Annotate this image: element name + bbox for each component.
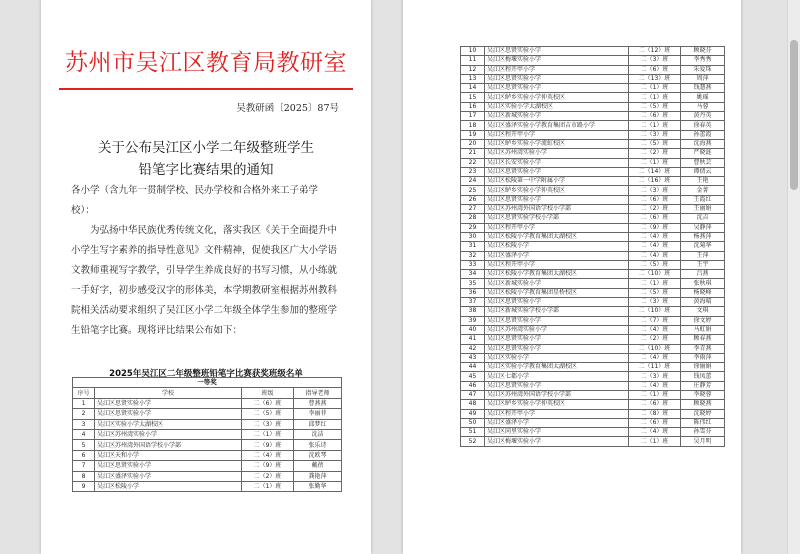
cell-class: 二（1）班 bbox=[242, 481, 294, 491]
cell-school: 吴江区盛泽实验小学 bbox=[95, 471, 242, 481]
cell-seq: 41 bbox=[461, 335, 485, 344]
cell-school: 吴江区思贤实验小学 bbox=[485, 74, 629, 83]
cell-teacher: 顾春燕 bbox=[681, 335, 725, 344]
table-header-row bbox=[73, 388, 342, 398]
cell-seq: 15 bbox=[461, 93, 485, 102]
red-divider-line bbox=[59, 88, 353, 90]
cell-teacher: 曹秋芸 bbox=[681, 158, 725, 167]
cell-class: 二（4）班 bbox=[629, 242, 681, 251]
cell-teacher: 文琪 bbox=[681, 307, 725, 316]
cell-teacher: 李秀秀 bbox=[681, 56, 725, 65]
cell-school: 吴江区新城实验学校小学部 bbox=[485, 307, 629, 316]
cell-class: 二（6）班 bbox=[629, 112, 681, 121]
cell-seq: 9 bbox=[73, 481, 95, 491]
cell-class: 二（3）班 bbox=[629, 56, 681, 65]
cell-school: 吴江区苏州湾外国语学校小学部 bbox=[485, 390, 629, 399]
cell-class: 二（3）班 bbox=[629, 130, 681, 139]
cell-seq: 5 bbox=[73, 440, 95, 450]
table-row bbox=[73, 409, 342, 419]
cell-school: 吴江区鲈乡实验小学仲英校区 bbox=[485, 186, 629, 195]
cell-teacher: 顾晓芬 bbox=[681, 47, 725, 56]
cell-teacher: 李雨萍 bbox=[681, 353, 725, 362]
cell-class: 二（5）班 bbox=[629, 288, 681, 297]
cell-class: 二（6）班 bbox=[629, 195, 681, 204]
cell-school: 吴江区实验小学教育集团太湖校区 bbox=[485, 363, 629, 372]
cell-school: 吴江区苏州湾外国语学校小学部 bbox=[485, 205, 629, 214]
cell-seq: 38 bbox=[461, 307, 485, 316]
cell-school: 吴江区思贤实验小学 bbox=[95, 461, 242, 471]
cell-seq: 37 bbox=[461, 298, 485, 307]
cell-school: 吴江区松陵小学 bbox=[485, 242, 629, 251]
table-row bbox=[461, 149, 725, 158]
cell-teacher: 张秋琪 bbox=[681, 279, 725, 288]
document-page-1 bbox=[41, 0, 371, 554]
cell-teacher: 沈欧琴 bbox=[294, 450, 342, 460]
cell-school: 吴江区松陵小学 bbox=[95, 481, 242, 491]
cell-seq: 47 bbox=[461, 390, 485, 399]
cell-seq: 51 bbox=[461, 428, 485, 437]
cell-seq: 22 bbox=[461, 158, 485, 167]
award-list-title: 2025年吴江区二年级整班铅笔字比赛获奖班级名单 bbox=[109, 369, 303, 379]
cell-seq: 33 bbox=[461, 260, 485, 269]
cell-seq: 45 bbox=[461, 372, 485, 381]
cell-class: 二（2）班 bbox=[629, 335, 681, 344]
cell-teacher: 李丽菲 bbox=[294, 409, 342, 419]
cell-class: 二（1）班 bbox=[242, 429, 294, 439]
cell-teacher: 钱凤蕾 bbox=[681, 372, 725, 381]
cell-class: 二（16）班 bbox=[629, 177, 681, 186]
award-table-page-1 bbox=[72, 377, 342, 492]
table-row bbox=[461, 288, 725, 297]
table-row bbox=[461, 307, 725, 316]
table-row bbox=[73, 398, 342, 408]
header-school: 学校 bbox=[95, 388, 242, 398]
cell-school: 吴江区思贤实验学校小学部 bbox=[485, 214, 629, 223]
document-page-2 bbox=[403, 0, 741, 554]
cell-school: 吴江区思贤实验小学 bbox=[95, 409, 242, 419]
table-row bbox=[461, 344, 725, 353]
cell-seq: 26 bbox=[461, 195, 485, 204]
header-seq: 序号 bbox=[73, 388, 95, 398]
table-row bbox=[461, 130, 725, 139]
cell-school: 吴江区思贤实验小学 bbox=[485, 335, 629, 344]
salutation-line-2: 校）： bbox=[71, 205, 95, 216]
award-table-page-2 bbox=[460, 46, 725, 447]
cell-teacher: 周萍 bbox=[681, 74, 725, 83]
prize-label: 一等奖 bbox=[73, 378, 342, 388]
cell-teacher: 邱梦红 bbox=[294, 419, 342, 429]
cell-seq: 16 bbox=[461, 102, 485, 111]
cell-seq: 32 bbox=[461, 251, 485, 260]
cell-seq: 7 bbox=[73, 461, 95, 471]
body-paragraph: 为弘扬中华民族优秀传统文化，落实我区《关于全面提升中小学生写字素养的指导性意见》文件精神，促使我区广大小学语文教师重视写字教学，引导学生养成良好的书写习惯，从小练就一手好字，初步感受汉字的形体美，本学期教研室根据苏州教科院相关活动要求组织了吴江区小学二年级全体学生参加的整班学生铅笔字比赛。现将评比结果公布如下： bbox=[71, 225, 338, 336]
cell-class: 二（7）班 bbox=[629, 316, 681, 325]
table-row bbox=[461, 316, 725, 325]
cell-class: 二（10）班 bbox=[629, 307, 681, 316]
salutation-line-1: 各小学（含九年一贯制学校、民办学校和合格外来工子弟学 bbox=[71, 185, 319, 196]
cell-seq: 42 bbox=[461, 344, 485, 353]
cell-class: 二（3）班 bbox=[629, 298, 681, 307]
cell-class: 二（3）班 bbox=[629, 186, 681, 195]
cell-teacher: 徐春英 bbox=[681, 121, 725, 130]
cell-class: 二（1）班 bbox=[629, 121, 681, 130]
table-row bbox=[461, 195, 725, 204]
cell-teacher: 王萍 bbox=[681, 251, 725, 260]
cell-class: 二（6）班 bbox=[629, 418, 681, 427]
cell-school: 吴江区鲈乡实验小学仲英校区 bbox=[485, 93, 629, 102]
cell-seq: 44 bbox=[461, 363, 485, 372]
cell-seq: 39 bbox=[461, 316, 485, 325]
table-row bbox=[461, 56, 725, 65]
table-row bbox=[461, 335, 725, 344]
cell-seq: 25 bbox=[461, 186, 485, 195]
table-row bbox=[73, 481, 342, 491]
cell-school: 吴江区苏州湾实验小学 bbox=[485, 325, 629, 334]
table-row bbox=[461, 428, 725, 437]
cell-class: 二（13）班 bbox=[629, 74, 681, 83]
cell-teacher: 陈伟红 bbox=[681, 418, 725, 427]
cell-seq: 14 bbox=[461, 84, 485, 93]
cell-school: 吴江区梅堰实验小学 bbox=[485, 437, 629, 446]
cell-teacher: 顾晓燕 bbox=[681, 400, 725, 409]
cell-class: 二（9）班 bbox=[242, 461, 294, 471]
table-row bbox=[73, 440, 342, 450]
title-line-2: 铅笔字比赛结果的通知 bbox=[138, 162, 274, 178]
table-row bbox=[73, 461, 342, 471]
cell-class: 二（1）班 bbox=[629, 93, 681, 102]
cell-class: 二（6）班 bbox=[242, 398, 294, 408]
cell-teacher: 戴蓓 bbox=[294, 461, 342, 471]
table-row bbox=[461, 121, 725, 130]
cell-class: 二（4）班 bbox=[629, 428, 681, 437]
table-row bbox=[461, 47, 725, 56]
cell-school: 吴江区苏州湾实验小学 bbox=[95, 429, 242, 439]
cell-seq: 1 bbox=[73, 398, 95, 408]
cell-class: 二（4）班 bbox=[629, 232, 681, 241]
cell-teacher: 孙蕾霞 bbox=[681, 130, 725, 139]
cell-school: 吴江区天和小学 bbox=[95, 450, 242, 460]
cell-class: 二（4）班 bbox=[629, 325, 681, 334]
table-row bbox=[73, 450, 342, 460]
cell-school: 吴江区新城实验小学 bbox=[485, 112, 629, 121]
table-row bbox=[461, 298, 725, 307]
cell-seq: 17 bbox=[461, 112, 485, 121]
cell-school: 吴江区梅堰实验小学 bbox=[485, 56, 629, 65]
cell-school: 吴江区松陵小学教育集团星桥校区 bbox=[485, 288, 629, 297]
cell-teacher: 徐文婷 bbox=[681, 316, 725, 325]
cell-school: 吴江区思贤实验小学 bbox=[95, 398, 242, 408]
cell-seq: 30 bbox=[461, 232, 485, 241]
cell-class: 二（3）班 bbox=[629, 372, 681, 381]
table-row bbox=[461, 223, 725, 232]
table-row bbox=[461, 177, 725, 186]
cell-school: 吴江区实验小学太湖校区 bbox=[95, 419, 242, 429]
cell-school: 吴江区思贤实验小学 bbox=[485, 167, 629, 176]
cell-teacher: 钱慧燕 bbox=[681, 84, 725, 93]
table-row bbox=[461, 139, 725, 148]
table-row bbox=[461, 390, 725, 399]
cell-teacher: 沈晓婷 bbox=[681, 409, 725, 418]
cell-school: 吴江区长安实验小学 bbox=[485, 158, 629, 167]
table-row bbox=[461, 409, 725, 418]
cell-class: 二（5）班 bbox=[629, 260, 681, 269]
cell-school: 吴江区程开甲小学 bbox=[485, 65, 629, 74]
cell-seq: 21 bbox=[461, 149, 485, 158]
cell-class: 二（2）班 bbox=[629, 205, 681, 214]
cell-teacher: 徐丽娟 bbox=[681, 363, 725, 372]
cell-teacher: 龚艳萍 bbox=[294, 471, 342, 481]
cell-teacher: 王宇 bbox=[681, 260, 725, 269]
cell-teacher: 张乐诗 bbox=[294, 440, 342, 450]
cell-class: 二（6）班 bbox=[629, 400, 681, 409]
table-row bbox=[461, 325, 725, 334]
cell-class: 二（1）班 bbox=[629, 84, 681, 93]
cell-teacher: 朱爱珠 bbox=[681, 65, 725, 74]
table-row bbox=[461, 186, 725, 195]
table-row bbox=[461, 112, 725, 121]
cell-class: 二（4）班 bbox=[242, 450, 294, 460]
cell-school: 吴江区程开甲小学 bbox=[485, 223, 629, 232]
table-row bbox=[461, 372, 725, 381]
cell-seq: 50 bbox=[461, 418, 485, 427]
cell-school: 吴江区思贤实验小学 bbox=[485, 84, 629, 93]
cell-teacher: 王霞红 bbox=[681, 195, 725, 204]
cell-seq: 13 bbox=[461, 74, 485, 83]
cell-teacher: 黄丹英 bbox=[681, 112, 725, 121]
cell-class: 二（5）班 bbox=[629, 102, 681, 111]
cell-school: 吴江区实验小学 bbox=[485, 353, 629, 362]
cell-class: 二（14）班 bbox=[629, 167, 681, 176]
cell-teacher: 沈洁 bbox=[294, 429, 342, 439]
cell-school: 吴江区鲈乡实验小学流虹校区 bbox=[485, 139, 629, 148]
cell-teacher: 沈海燕 bbox=[681, 139, 725, 148]
cell-seq: 2 bbox=[73, 409, 95, 419]
cell-class: 二（6）班 bbox=[629, 65, 681, 74]
cell-teacher: 吴月明 bbox=[681, 437, 725, 446]
cell-seq: 31 bbox=[461, 242, 485, 251]
table-row bbox=[461, 400, 725, 409]
table-row bbox=[461, 437, 725, 446]
table-row bbox=[461, 363, 725, 372]
document-body bbox=[71, 181, 345, 341]
cell-class: 二（9）班 bbox=[242, 440, 294, 450]
cell-class: 二（6）班 bbox=[629, 214, 681, 223]
cell-seq: 35 bbox=[461, 279, 485, 288]
table-row bbox=[461, 270, 725, 279]
cell-seq: 46 bbox=[461, 381, 485, 390]
cell-school: 吴江区苏州湾实验小学 bbox=[485, 149, 629, 158]
cell-teacher: 王丽娟 bbox=[681, 205, 725, 214]
table-row bbox=[461, 93, 725, 102]
cell-school: 吴江区松陵第一中学附属小学 bbox=[485, 177, 629, 186]
cell-teacher: 吴静萍 bbox=[681, 223, 725, 232]
table-row bbox=[461, 65, 725, 74]
header-class: 班级 bbox=[242, 388, 294, 398]
vertical-scrollbar[interactable] bbox=[787, 0, 800, 554]
table-row bbox=[461, 242, 725, 251]
table-row bbox=[461, 74, 725, 83]
cell-school: 吴江区思贤实验小学 bbox=[485, 195, 629, 204]
cell-class: 二（1）班 bbox=[629, 437, 681, 446]
cell-seq: 8 bbox=[73, 471, 95, 481]
header-teacher: 指导老师 bbox=[294, 388, 342, 398]
cell-school: 吴江区松陵小学教育集团太湖校区 bbox=[485, 232, 629, 241]
cell-seq: 4 bbox=[73, 429, 95, 439]
cell-school: 吴江区盛泽实验小学教育集团吉市路小学 bbox=[485, 121, 629, 130]
document-number: 吴教研函〔2025〕87号 bbox=[236, 103, 339, 114]
cell-seq: 52 bbox=[461, 437, 485, 446]
cell-seq: 19 bbox=[461, 130, 485, 139]
table-row bbox=[461, 167, 725, 176]
table-row bbox=[461, 84, 725, 93]
cell-teacher: 姚瑶 bbox=[681, 93, 725, 102]
cell-school: 吴江区程开甲小学 bbox=[485, 260, 629, 269]
table-row bbox=[461, 214, 725, 223]
cell-school: 吴江区鲈乡实验小学仲英校区 bbox=[485, 400, 629, 409]
document-title bbox=[41, 137, 371, 181]
cell-teacher: 曹燕燕 bbox=[294, 398, 342, 408]
cell-class: 二（10）班 bbox=[629, 344, 681, 353]
cell-seq: 27 bbox=[461, 205, 485, 214]
cell-school: 吴江区苏州湾外国语学校小学部 bbox=[95, 440, 242, 450]
cell-seq: 43 bbox=[461, 353, 485, 362]
cell-school: 吴江区同里实验小学 bbox=[485, 428, 629, 437]
document-masthead: 苏州市吴江区教育局教研室 bbox=[65, 50, 347, 76]
cell-seq: 29 bbox=[461, 223, 485, 232]
cell-teacher: 沈菊华 bbox=[681, 242, 725, 251]
cell-teacher: 严晓涟 bbox=[681, 149, 725, 158]
cell-school: 吴江区思贤实验小学 bbox=[485, 316, 629, 325]
cell-teacher: 庄静芳 bbox=[681, 381, 725, 390]
table-row bbox=[461, 158, 725, 167]
cell-teacher: 李晓蓉 bbox=[681, 390, 725, 399]
cell-teacher: 谭倩云 bbox=[681, 167, 725, 176]
cell-teacher: 李青燕 bbox=[681, 344, 725, 353]
cell-seq: 10 bbox=[461, 47, 485, 56]
cell-seq: 40 bbox=[461, 325, 485, 334]
table-row bbox=[461, 353, 725, 362]
table-row bbox=[461, 418, 725, 427]
cell-school: 吴江区七都小学 bbox=[485, 372, 629, 381]
cell-class: 二（5）班 bbox=[242, 409, 294, 419]
cell-class: 二（4）班 bbox=[629, 353, 681, 362]
cell-school: 吴江区思贤实验小学 bbox=[485, 381, 629, 390]
cell-class: 二（9）班 bbox=[629, 223, 681, 232]
cell-school: 吴江区程开甲小学 bbox=[485, 409, 629, 418]
table-row bbox=[461, 381, 725, 390]
cell-school: 吴江区程开甲小学 bbox=[485, 130, 629, 139]
cell-school: 吴江区盛泽小学 bbox=[485, 418, 629, 427]
cell-class: 二（5）班 bbox=[629, 139, 681, 148]
cell-seq: 24 bbox=[461, 177, 485, 186]
cell-class: 二（1）班 bbox=[629, 279, 681, 288]
cell-teacher: 马蓉 bbox=[681, 102, 725, 111]
cell-school: 吴江区松陵小学教育集团太湖校区 bbox=[485, 270, 629, 279]
cell-teacher: 杨晓峰 bbox=[681, 288, 725, 297]
cell-teacher: 黄海晴 bbox=[681, 298, 725, 307]
cell-seq: 20 bbox=[461, 139, 485, 148]
table-row bbox=[73, 471, 342, 481]
cell-teacher: 杨燕萍 bbox=[681, 232, 725, 241]
table-row bbox=[73, 419, 342, 429]
cell-seq: 12 bbox=[461, 65, 485, 74]
cell-class: 二（3）班 bbox=[242, 419, 294, 429]
cell-class: 二（1）班 bbox=[629, 390, 681, 399]
cell-school: 吴江区思贤实验小学 bbox=[485, 47, 629, 56]
cell-seq: 18 bbox=[461, 121, 485, 130]
table-row bbox=[461, 279, 725, 288]
cell-class: 二（12）班 bbox=[629, 47, 681, 56]
scrollbar-thumb[interactable] bbox=[790, 40, 798, 190]
cell-school: 吴江区实验小学太湖校区 bbox=[485, 102, 629, 111]
cell-seq: 28 bbox=[461, 214, 485, 223]
cell-class: 二（4）班 bbox=[629, 381, 681, 390]
cell-teacher: 吕燕 bbox=[681, 270, 725, 279]
cell-school: 吴江区盛泽小学 bbox=[485, 251, 629, 260]
cell-class: 二（1）班 bbox=[629, 158, 681, 167]
cell-teacher: 孙雪芬 bbox=[681, 428, 725, 437]
table-row bbox=[461, 232, 725, 241]
cell-teacher: 金菁 bbox=[681, 186, 725, 195]
cell-seq: 49 bbox=[461, 409, 485, 418]
cell-class: 二（2）班 bbox=[629, 149, 681, 158]
cell-teacher: 沈吉 bbox=[681, 214, 725, 223]
table-row bbox=[461, 205, 725, 214]
cell-seq: 11 bbox=[461, 56, 485, 65]
cell-school: 吴江区思贤实验小学 bbox=[485, 344, 629, 353]
cell-class: 二（4）班 bbox=[629, 251, 681, 260]
table-row bbox=[461, 260, 725, 269]
table-row bbox=[461, 251, 725, 260]
cell-class: 二（8）班 bbox=[629, 409, 681, 418]
cell-school: 吴江区新城实验小学 bbox=[485, 279, 629, 288]
cell-seq: 36 bbox=[461, 288, 485, 297]
cell-class: 二（10）班 bbox=[629, 270, 681, 279]
cell-class: 二（2）班 bbox=[242, 471, 294, 481]
table-row bbox=[461, 102, 725, 111]
cell-seq: 3 bbox=[73, 419, 95, 429]
cell-seq: 48 bbox=[461, 400, 485, 409]
title-line-1: 关于公布吴江区小学二年级整班学生 bbox=[98, 140, 314, 156]
cell-teacher: 马虹娟 bbox=[681, 325, 725, 334]
cell-seq: 34 bbox=[461, 270, 485, 279]
cell-class: 二（11）班 bbox=[629, 363, 681, 372]
cell-teacher: 张勤华 bbox=[294, 481, 342, 491]
cell-seq: 6 bbox=[73, 450, 95, 460]
cell-teacher: 王艳 bbox=[681, 177, 725, 186]
cell-school: 吴江区思贤实验小学 bbox=[485, 298, 629, 307]
cell-seq: 23 bbox=[461, 167, 485, 176]
table-row bbox=[73, 429, 342, 439]
